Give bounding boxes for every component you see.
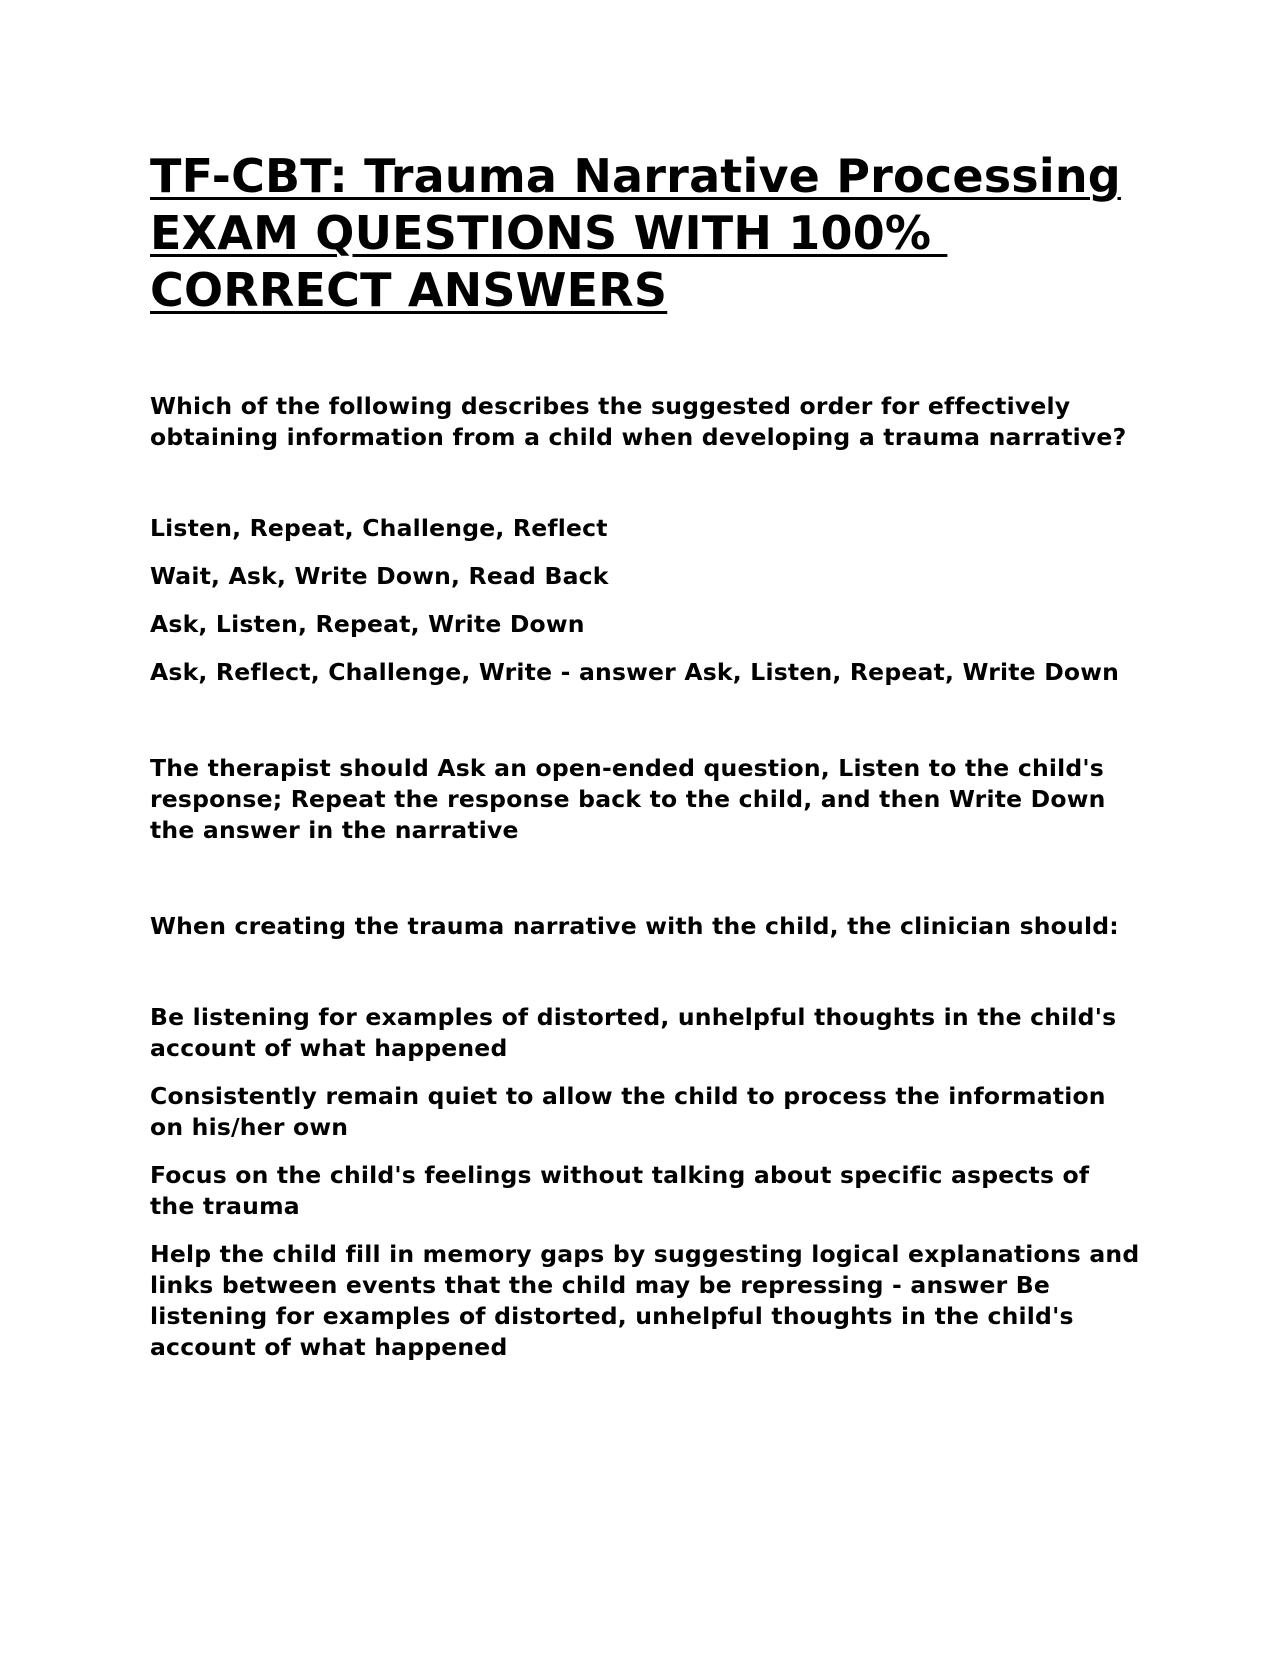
question-text: Which of the following describes the suggested order for effectively obtaining information from a child when developing a trauma narrative? <box>150 392 1127 451</box>
document-page <box>150 148 1140 1363</box>
question-block-1 <box>150 391 1140 846</box>
answer-options <box>150 1002 1140 1363</box>
question-text: When creating the trauma narrative with the child, the clinician should: <box>150 912 1119 940</box>
answer-option: Wait, Ask, Write Down, Read Back <box>150 562 609 590</box>
answer-explanation: The therapist should Ask an open-ended question, Listen to the child's response; Repeat the response back to the child, and then Write Down the answer in the narrative <box>150 754 1106 844</box>
answer-option: Ask, Reflect, Challenge, Write - answer Ask, Listen, Repeat, Write Down <box>150 658 1120 686</box>
answer-option: Be listening for examples of distorted, unhelpful thoughts in the child's account of what happened <box>150 1003 1117 1062</box>
answer-option: Help the child fill in memory gaps by suggesting logical explanations and links between events that the child may be repressing - answer Be listening for examples of distorted, unhelpful thoughts in the child's account of what happened <box>150 1240 1140 1361</box>
document-title <box>150 148 1140 319</box>
title-line: CORRECT ANSWERS <box>150 263 668 317</box>
answer-option: Focus on the child's feelings without talking about specific aspects of the trauma <box>150 1161 1090 1220</box>
answer-option: Consistently remain quiet to allow the child to process the information on his/her own <box>150 1082 1106 1141</box>
title-line: TF-CBT: Trauma Narrative Processing <box>150 149 1121 203</box>
question-block-2 <box>150 911 1140 1363</box>
answer-option: Listen, Repeat, Challenge, Reflect <box>150 514 608 542</box>
title-line: EXAM QUESTIONS WITH 100% <box>150 206 948 260</box>
answer-option: Ask, Listen, Repeat, Write Down <box>150 610 585 638</box>
answer-options <box>150 513 1140 688</box>
